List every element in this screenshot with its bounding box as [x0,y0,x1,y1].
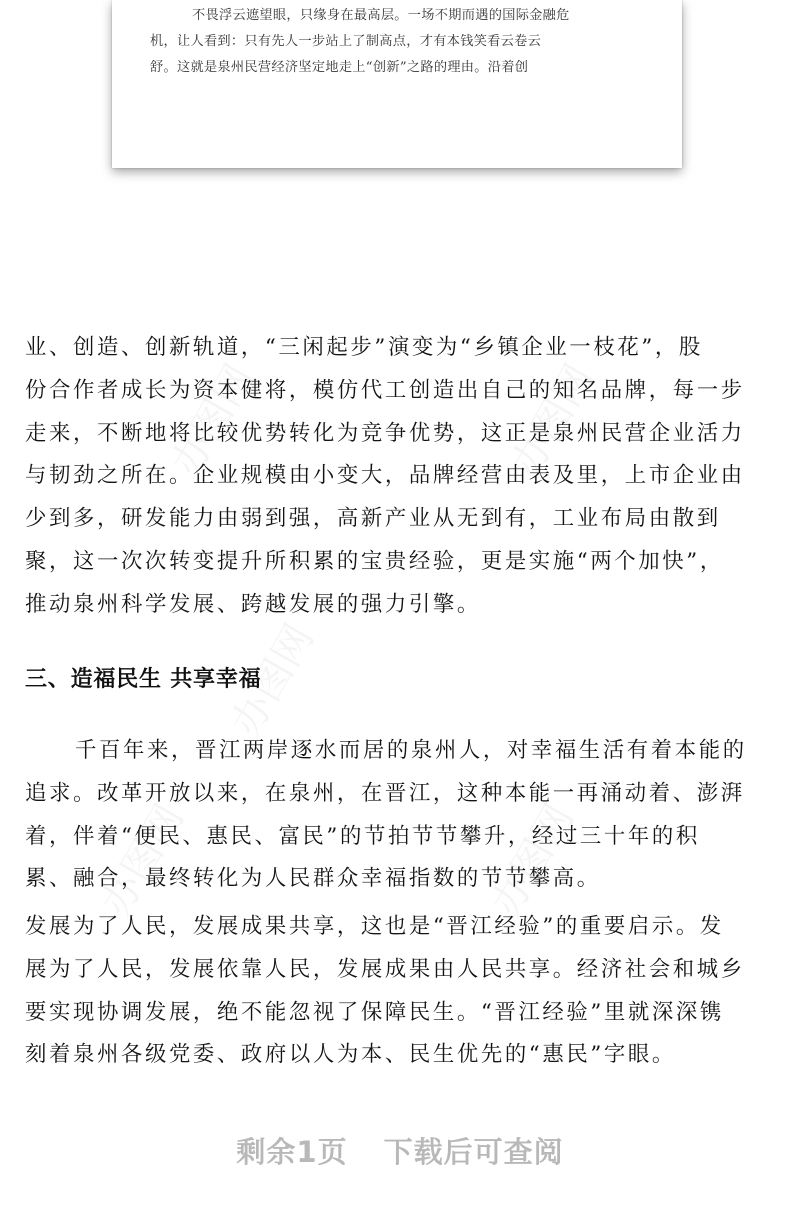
paragraph-line: 要实现协调发展，绝不能忽视了保障民生。“晋江经验”里就深深镌 [25,999,724,1025]
paragraph-line: 份合作者成长为资本健将，模仿代工创造出自己的知名品牌，每一步 [25,377,745,403]
paragraph-line: 追求。改革开放以来，在泉州，在晋江，这种本能一再涌动着、澎湃 [25,780,745,806]
paragraph-line: 着，伴着“便民、惠民、富民”的节拍节节攀升，经过三十年的积 [25,823,700,849]
preview-line: 舒。这就是泉州民营经济坚定地走上“创新”之路的理由。沿着创 [150,60,529,75]
preview-text [150,3,644,81]
paragraph-line: 聚，这一次次转变提升所积累的宝贵经验，更是实施“两个加快”， [25,548,724,574]
paragraph-line: 业、创造、创新轨道，“三闲起步”演变为“乡镇企业一枝花”，股 [25,335,703,360]
paragraph-line: 刻着泉州各级党委、政府以人为本、民生优先的“惠民”字眼。 [25,1042,676,1068]
remaining-pages-label: 剩余1页 [236,1135,348,1169]
body-paragraph-3 [25,906,780,1077]
paragraph-line: 推动泉州科学发展、跨越发展的强力引擎。 [25,591,481,617]
download-to-read-button[interactable] [0,1130,800,1171]
download-hint-label: 下载后可查阅 [383,1135,564,1169]
preview-line: 不畏浮云遮望眼，只缘身在最高层。一场不期而遇的国际金融危 [192,8,570,23]
preview-line: 机，让人看到：只有先人一步站上了制高点，才有本钱笑看云卷云 [150,34,542,49]
paragraph-line: 与韧劲之所在。企业规模由小变大，品牌经营由表及里，上市企业由 [25,463,745,489]
paragraph-line: 少到多，研发能力由弱到强，高新产业从无到有，工业布局由散到 [25,506,721,532]
body-paragraph-1 [25,327,780,627]
document-preview-card [112,0,682,168]
paragraph-line: 千百年来，晋江两岸逐水而居的泉州人，对幸福生活有着本能的 [75,738,747,763]
paragraph-line: 发展为了人民，发展成果共享，这也是“晋江经验”的重要启示。发 [25,914,724,939]
paragraph-line: 累、融合，最终转化为人民群众幸福指数的节节攀高。 [25,866,601,892]
paragraph-line: 走来，不断地将比较优势转化为竞争优势，这正是泉州民营企业活力 [25,420,745,446]
body-paragraph-2 [25,730,780,901]
section-heading: 三、造福民生 共享幸福 [25,667,262,692]
paragraph-line: 展为了人民，发展依靠人民，发展成果由人民共享。经济社会和城乡 [25,956,745,982]
